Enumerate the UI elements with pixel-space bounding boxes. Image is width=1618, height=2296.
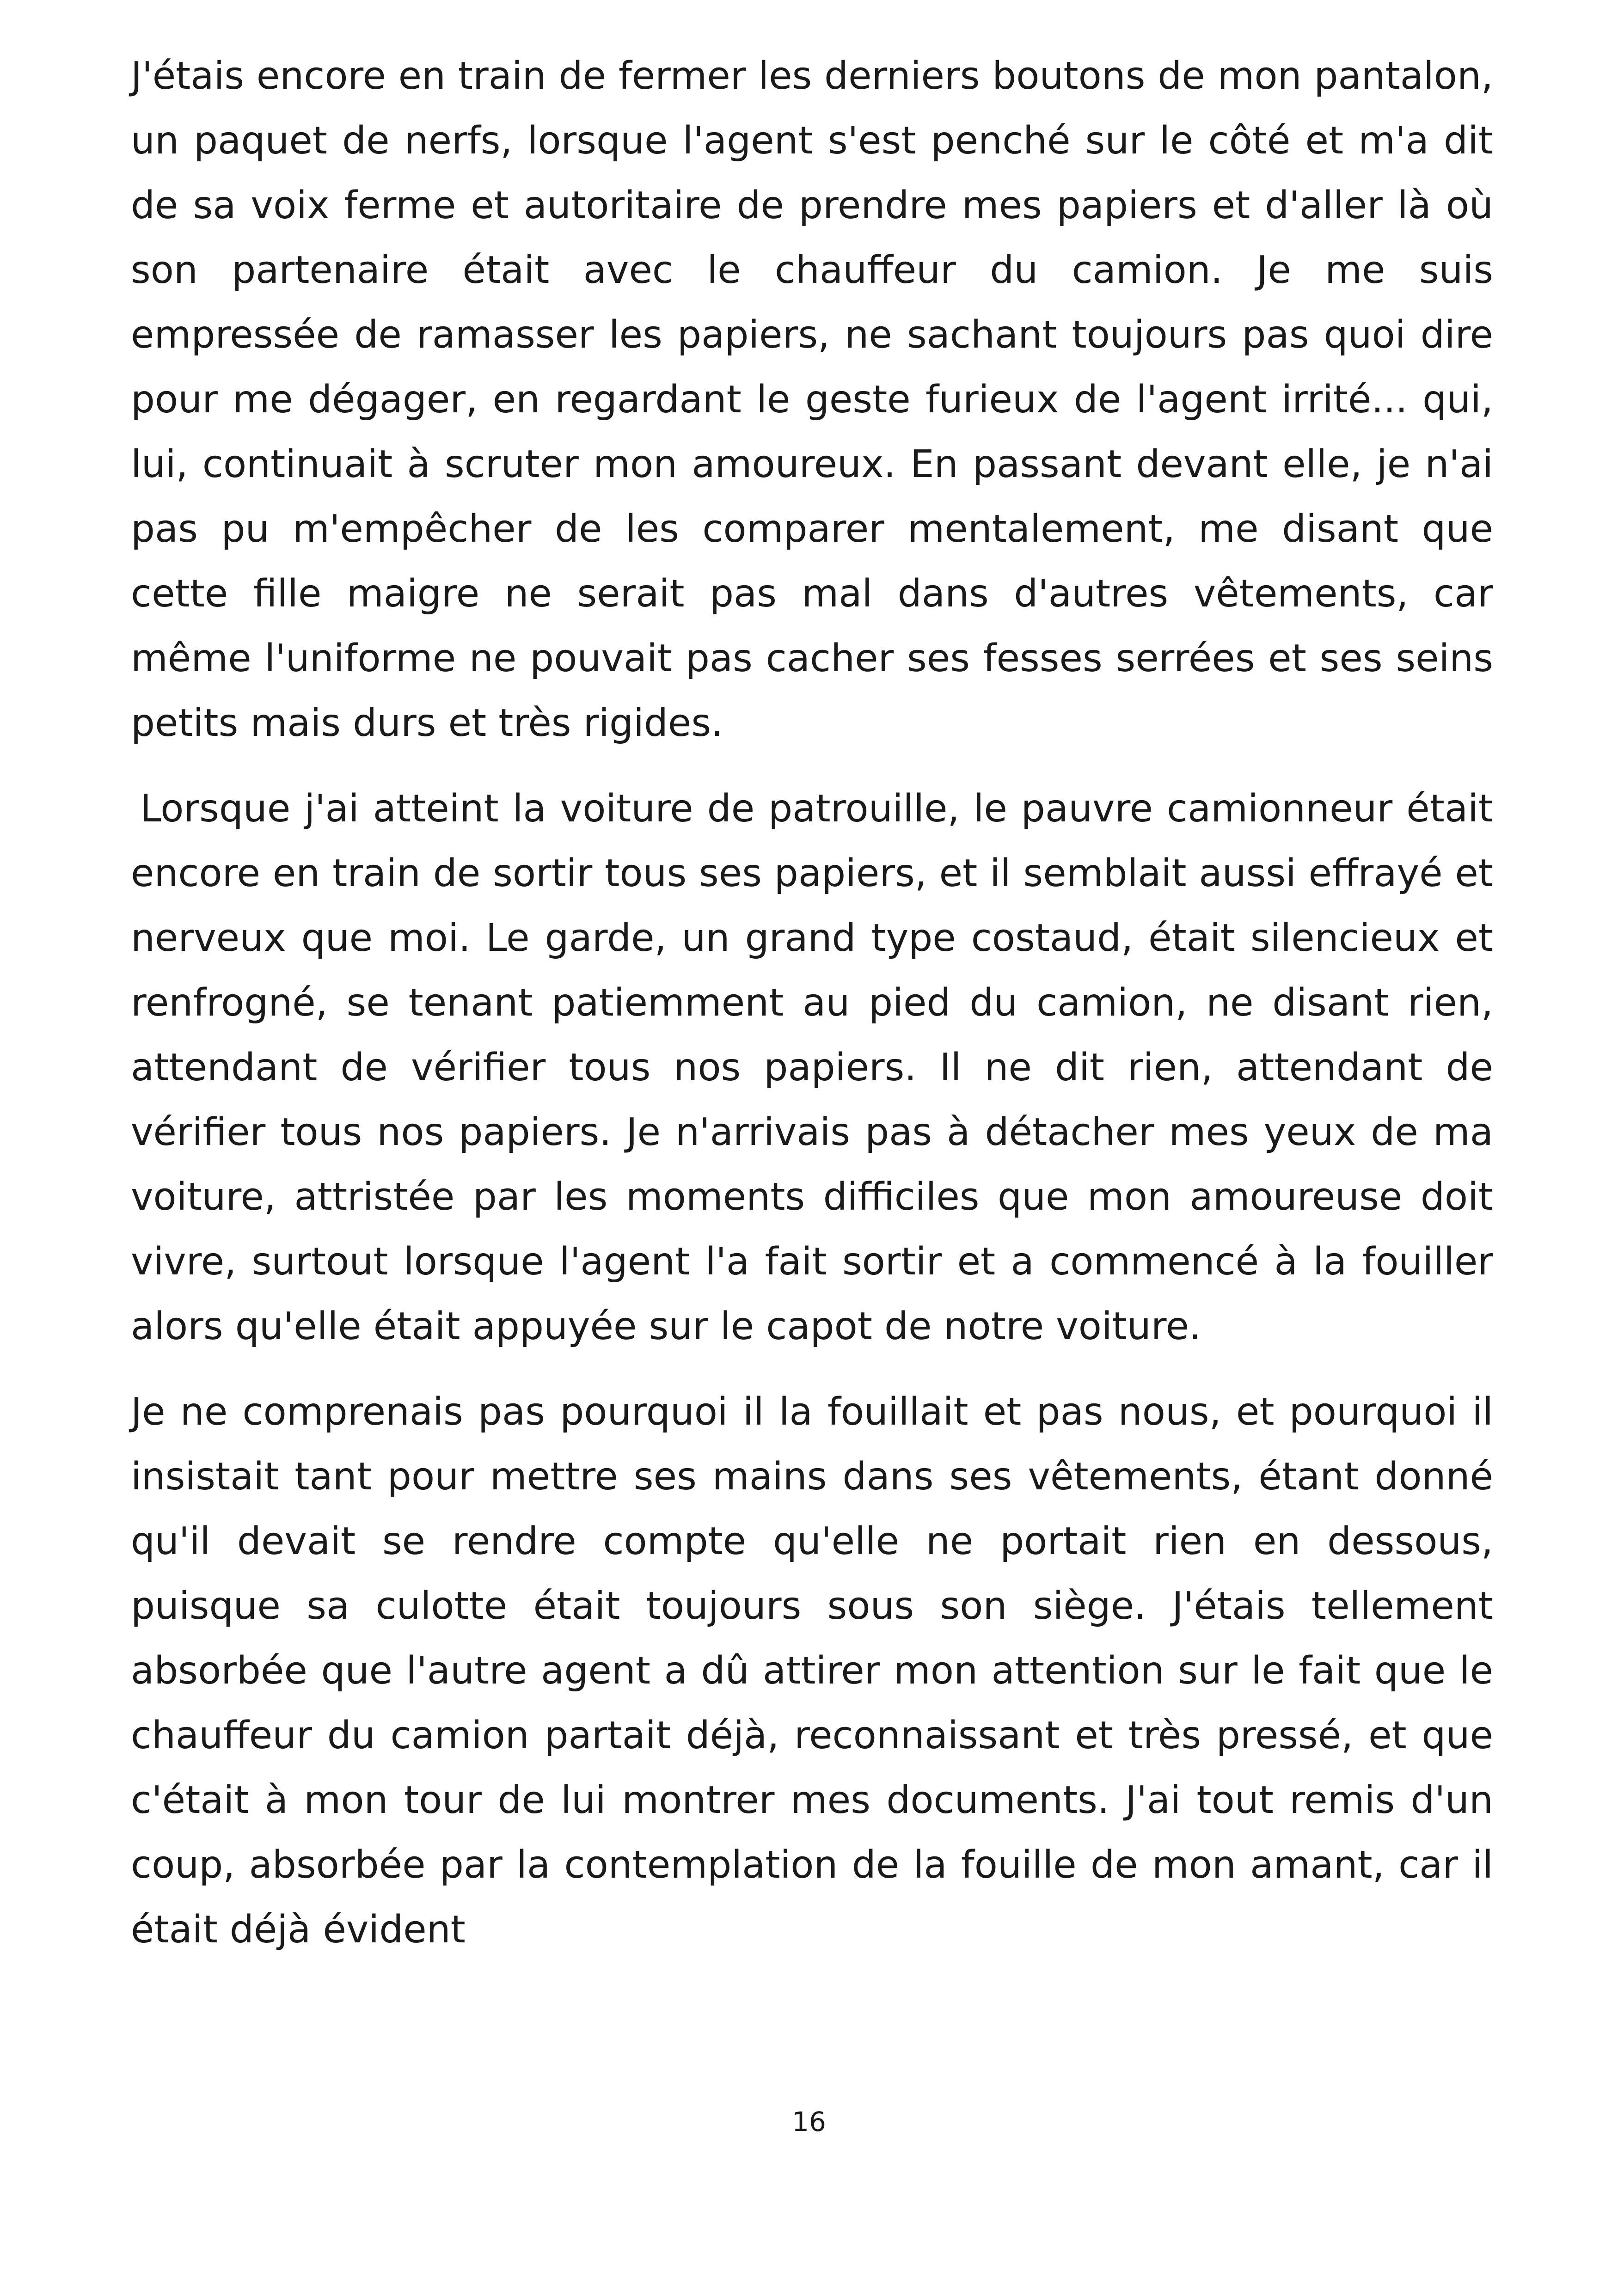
paragraph-2: Lorsque j'ai atteint la voiture de patrouille, le pauvre camionneur était encore en train de sortir tous ses papiers, et il semblait aussi effrayé et nerveux que moi. Le garde, un grand type costaud, était silencieux et renfrogné, se tenant patiemment au pied du camion, ne disant rien, attendant de vérifier tous nos papiers. Il ne dit rien, attendant de vérifier tous nos papiers. Je n'arrivais pas à détacher mes yeux de ma voiture, attristée par les moments difficiles que mon amoureuse doit vivre, surtout lorsque l'agent l'a fait sortir et a commencé à la fouiller alors qu'elle était appuyée sur le capot de notre voiture. [131, 787, 1493, 1348]
paragraph-3: Je ne comprenais pas pourquoi il la fouillait et pas nous, et pourquoi il insistait tant pour mettre ses mains dans ses vêtements, étant donné qu'il devait se rendre compte qu'elle ne portait rien en dessous, puisque sa culotte était toujours sous son siège. J'étais tellement absorbée que l'autre agent a dû attirer mon attention sur le fait que le chauffeur du camion partait déjà, reconnaissant et très pressé, et que c'était à mon tour de lui montrer mes documents. J'ai tout remis d'un coup, absorbée par la contemplation de la fouille de mon amant, car il était déjà évident [131, 1390, 1493, 1952]
paragraph-1: J'étais encore en train de fermer les derniers boutons de mon pantalon, un paquet de nerfs, lorsque l'agent s'est penché sur le côté et m'a dit de sa voix ferme et autoritaire de prendre mes papiers et d'aller là où son partenaire était avec le chauffeur du camion. Je me suis empressée de ramasser les papiers, ne sachant toujours pas quoi dire pour me dégager, en regardant le geste furieux de l'agent irrité... qui, lui, continuait à scruter mon amoureux. En passant devant elle, je n'ai pas pu m'empêcher de les comparer mentalement, me disant que cette fille maigre ne serait pas mal dans d'autres vêtements, car même l'uniforme ne pouvait pas cacher ses fesses serrées et ses seins petits mais durs et très rigides. [131, 54, 1493, 745]
page-number: 16 [792, 2106, 826, 2137]
body-text [131, 44, 1493, 1983]
